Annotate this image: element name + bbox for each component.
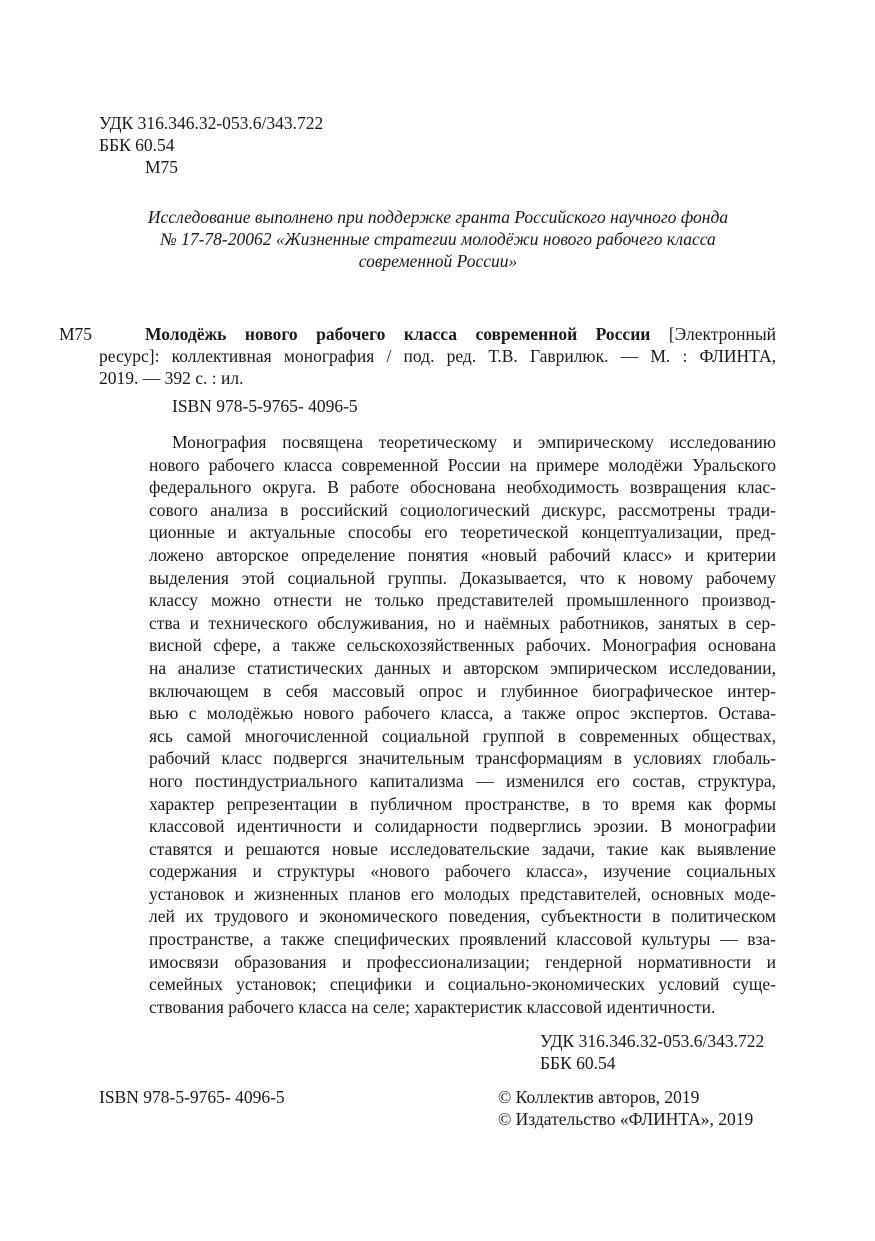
abstract-line: ложено авторское определение понятия «новый рабочий класс» и критерии	[149, 544, 776, 565]
copyright-line: © Коллектив авторов, 2019	[498, 1087, 700, 1107]
abstract-line: висной сфере, а также сельскохозяйственных рабочих. Монография основана	[149, 635, 776, 656]
bbk-code: ББК 60.54	[99, 135, 175, 155]
abstract-line: ствования рабочего класса на селе; характеристик классовой идентичности.	[149, 996, 716, 1017]
abstract-line: имосвязи образования и профессионализации; гендерной нормативности и	[149, 951, 776, 972]
abstract-line: классу можно отнести не только представителей промышленного производ-	[149, 590, 776, 611]
abstract-line: ства и технического обслуживания, но и наёмных работников, занятых в сер-	[149, 612, 776, 633]
abstract-line: установок и жизненных планов его молодых представителей, основных моде-	[149, 883, 776, 904]
abstract-line: на анализе статистических данных и авторском эмпирическом исследовании,	[149, 657, 776, 678]
abstract-line: нового рабочего класса современной России на примере молодёжи Уральского	[149, 454, 776, 475]
abstract-line: Монография посвящена теоретическому и эмпирическому исследованию	[172, 432, 776, 452]
abstract-line: сового анализа в российский социологический дискурс, рассмотрены тради-	[149, 499, 776, 520]
abstract-line: федерального округа. В работе обоснована необходимость возвращения клас-	[149, 477, 776, 498]
grant-note-line: современной России»	[358, 251, 518, 271]
classification-block-bottom	[540, 1030, 764, 1074]
copyright-block	[498, 1086, 753, 1130]
abstract-line: классовой идентичности и солидарности подверглись эрозии. В монографии	[149, 816, 776, 837]
grant-note-line: Исследование выполнено при поддержке гранта Российского научного фонда	[147, 207, 729, 227]
book-title: Молодёжь нового рабочего класса современной России	[145, 324, 651, 344]
classification-block-top	[99, 112, 323, 178]
abstract-line: пространстве, а также специфических проявлений классовой культуры — вза-	[149, 929, 776, 950]
record-author-mark: М75	[59, 324, 93, 344]
bibliographic-record	[99, 323, 776, 389]
author-mark: М75	[145, 157, 179, 177]
isbn-record: ISBN 978-5-9765- 4096-5	[172, 396, 358, 416]
abstract-line: семейных установок; специфики и социально-экономических условий суще-	[149, 974, 776, 995]
abstract-line: включающем в себя массовый опрос и глубинное биографическое интер-	[149, 680, 776, 701]
abstract-line: ясь самой многочисленной социальной группой в современных обществах,	[149, 725, 776, 746]
abstract-line: характер репрезентации в публичном пространстве, в то время как формы	[149, 793, 776, 814]
grant-note-line: № 17-78-20062 «Жизненные стратегии молодёжи нового рабочего класса	[160, 229, 716, 249]
abstract-line: выделения этой социальной группы. Доказывается, что к новому рабочему	[149, 567, 776, 588]
record-line-1-rest: [Электронный	[650, 324, 776, 344]
abstract-line: лей их трудового и экономического поведения, субъектности в политическом	[149, 906, 776, 927]
bbk-code: ББК 60.54	[540, 1053, 616, 1073]
grant-note	[100, 206, 776, 272]
copyright-line: © Издательство «ФЛИНТА», 2019	[498, 1109, 754, 1129]
isbn-footer: ISBN 978-5-9765- 4096-5	[99, 1087, 285, 1107]
abstract-line: содержания и структуры «нового рабочего класса», изучение социальных	[149, 861, 776, 882]
udk-code: УДК 316.346.32-053.6/343.722	[540, 1031, 765, 1051]
record-line-1	[99, 323, 776, 345]
udk-code: УДК 316.346.32-053.6/343.722	[99, 113, 324, 133]
abstract-line: ционные и актуальные способы его теоретической концептуализации, пред-	[149, 522, 776, 543]
abstract-line: ного постиндустриального капитализма — изменился его состав, структура,	[149, 770, 776, 791]
record-line-3: 2019. — 392 с. : ил.	[99, 368, 244, 388]
abstract-line: вью с молодёжью нового рабочего класса, а также опрос экспертов. Остава-	[149, 703, 776, 724]
abstract-line: рабочий класс подвергся значительным трансформациям в условиях глобаль-	[149, 748, 776, 769]
abstract-line: ставятся и решаются новые исследовательские задачи, такие как выявление	[149, 838, 776, 859]
record-line-2: ресурс]: коллективная монография / под. ред. Т.В. Гаврилюк. — М. : ФЛИНТА,	[99, 346, 776, 366]
abstract	[149, 431, 776, 1018]
